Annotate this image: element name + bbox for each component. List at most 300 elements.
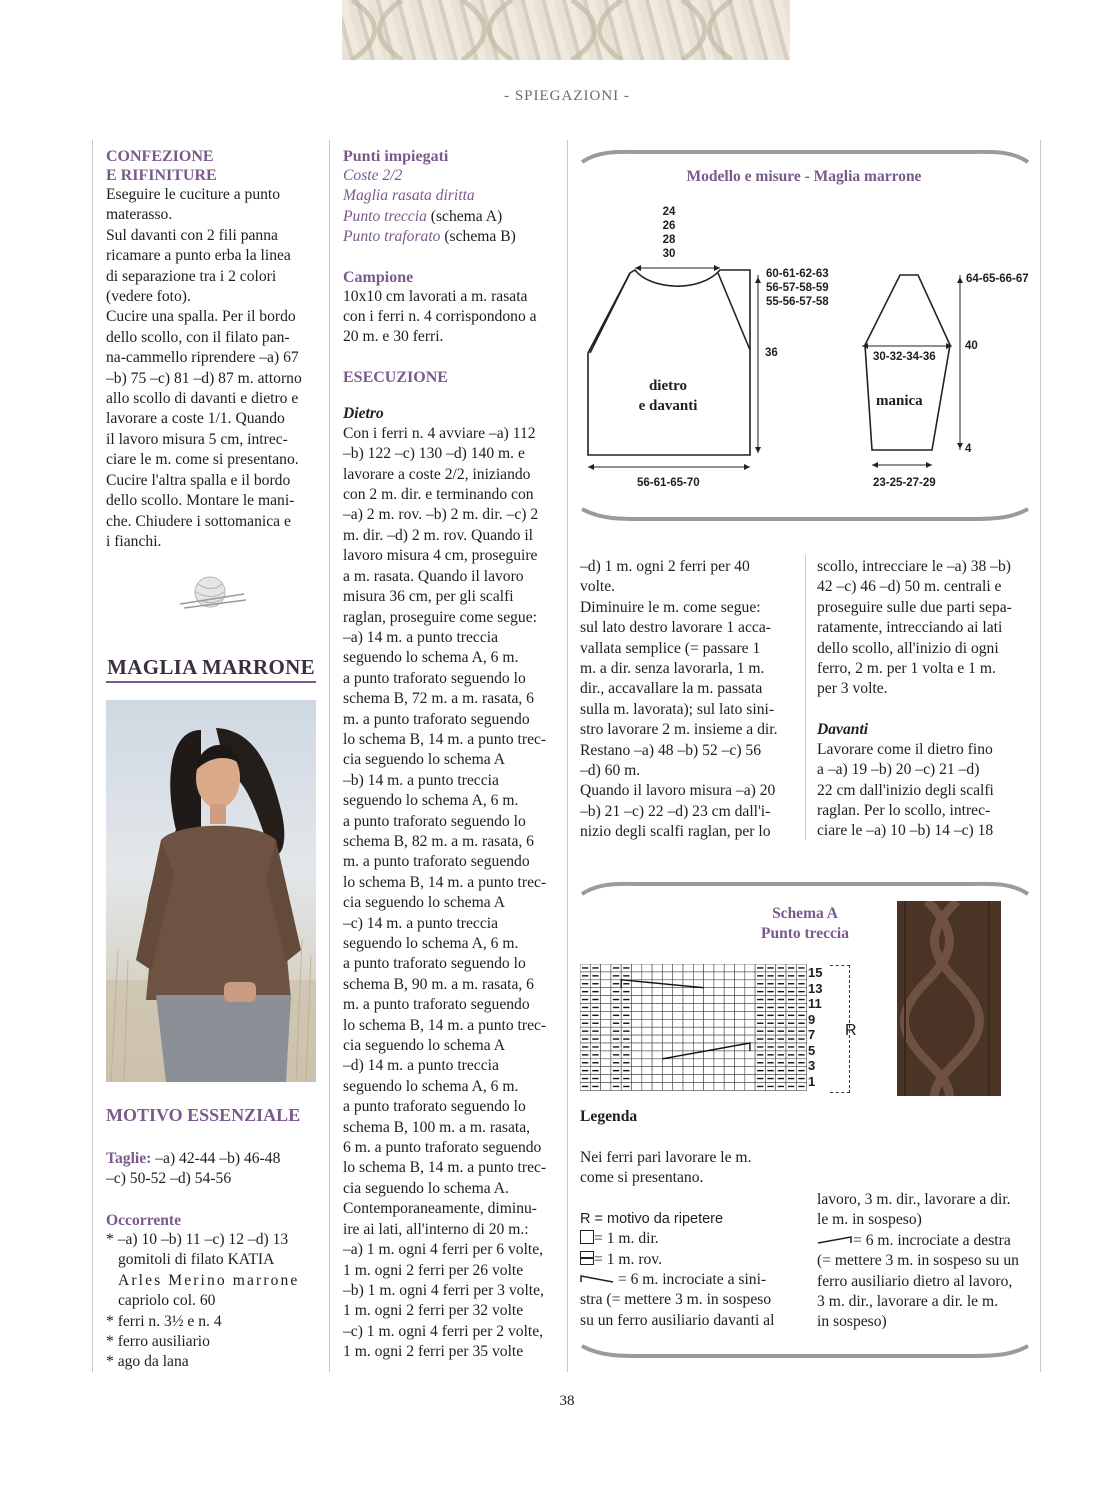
grid-cell: [652, 1083, 662, 1091]
taglie-value: –a) 42-44 –b) 46-48: [151, 1150, 281, 1167]
legenda-title: Legenda: [580, 1108, 638, 1125]
grid-cell: [632, 1043, 642, 1051]
grid-cell: [745, 1067, 755, 1075]
body-width: 56-61-65-70: [637, 477, 700, 489]
diagram-bottom-bracket: [580, 505, 1030, 525]
grid-cell: [724, 980, 734, 988]
section-title: - SPIEGAZIONI -: [504, 88, 630, 104]
column-rule: [92, 140, 93, 1372]
grid-cell: [632, 1075, 642, 1083]
grid-cell: [704, 996, 714, 1004]
text-line: Diminuire le m. come segue:: [580, 598, 761, 616]
punti-name: Punto treccia: [343, 207, 427, 225]
punti-name: Coste 2/2: [343, 167, 403, 184]
grid-cell: [652, 1043, 662, 1051]
occorrente-item: * ago da lana: [106, 1353, 189, 1371]
taglie-line: –c) 50-52 –d) 54-56: [106, 1170, 232, 1188]
repeat-label: R: [845, 1022, 857, 1039]
text-line: 10x10 cm lavorati a m. rasata: [343, 287, 528, 305]
grid-cell: [724, 1051, 734, 1059]
grid-cell: [673, 980, 683, 988]
punti-suffix: (schema A): [426, 207, 503, 225]
header-knit-image: [342, 0, 790, 60]
text-line: –d) 1 m. ogni 2 ferri per 40: [580, 558, 750, 575]
grid-cell: [662, 1011, 672, 1019]
grid-cell: [714, 1011, 724, 1019]
grid-cell: [652, 1035, 662, 1043]
grid-cell: [683, 1027, 693, 1035]
grid-cell: [652, 1027, 662, 1035]
grid-cell: [642, 1059, 652, 1067]
grid-cell: [683, 1035, 693, 1043]
grid-cell: [662, 1004, 672, 1012]
legend-purl-text: = 1 m. rov.: [594, 1250, 662, 1268]
text-line: lo schema B, 14 m. a punto trec-: [343, 1016, 547, 1034]
body-label-line: e davanti: [638, 398, 698, 414]
text-line: Sul davanti con 2 fili panna: [106, 226, 278, 244]
text-line: m. a punto traforato seguendo: [343, 853, 530, 871]
text-line: Lavorare come il dietro fino: [817, 740, 993, 758]
diagram-top-bracket: [580, 146, 1030, 166]
grid-cell: [735, 996, 745, 1004]
text-line: 3 m. dir., lavorare a dir. le m.: [817, 1293, 999, 1311]
grid-cell: [745, 980, 755, 988]
text-line: 42 –c) 46 –d) 50 m. centrali e: [817, 578, 1002, 596]
grid-cell: [673, 1019, 683, 1027]
grid-cell: [745, 996, 755, 1004]
grid-cell: [632, 1027, 642, 1035]
text-line: Eseguire le cuciture a punto: [106, 186, 281, 203]
text-line: sul lato destro lavorare 1 acca-: [580, 619, 771, 637]
grid-cell: [693, 1067, 703, 1075]
text-line: vallata semplice (= passare 1: [580, 639, 761, 657]
grid-cell: [724, 1019, 734, 1027]
grid-cell: [642, 996, 652, 1004]
grid-cell: [704, 1019, 714, 1027]
grid-cell: [683, 996, 693, 1004]
text-line: Cucire l'altra spalla e il bordo: [106, 471, 291, 489]
text-line: lavorare a coste 2/2, iniziando: [343, 465, 531, 483]
text-line: per 3 volte.: [817, 680, 888, 698]
text-line: m. a dir. senza lavorarla, 1 m.: [580, 660, 765, 678]
grid-cell: [601, 980, 611, 988]
text-line: lo schema B, 14 m. a punto trec-: [343, 873, 547, 891]
grid-cell: [683, 1004, 693, 1012]
text-line: –b) 14 m. a punto treccia: [343, 771, 499, 789]
legenda-right: [817, 1190, 1031, 1333]
text-line: ricamare a punto erba la linea: [106, 247, 291, 265]
grid-cell: [642, 1011, 652, 1019]
legenda: [580, 1108, 794, 1331]
grid-cell: [745, 1051, 755, 1059]
sleeve-width: 30-32-34-36: [873, 351, 936, 363]
grid-cell: [693, 1035, 703, 1043]
punti-suffix: (schema B): [440, 228, 516, 246]
grid-cell: [735, 1051, 745, 1059]
grid-cell: [714, 1035, 724, 1043]
grid-cell: [673, 1083, 683, 1091]
legend-cross-left-text: = 6 m. incrociate a sini-: [614, 1271, 767, 1289]
text-line: –d) 14 m. a punto treccia: [343, 1057, 499, 1075]
text-line: –a) 1 m. ogni 4 ferri per 6 volte,: [343, 1241, 544, 1259]
grid-cell: [601, 964, 611, 972]
grid-cell: [724, 1011, 734, 1019]
grid-cell: [662, 972, 672, 980]
row-number: 1: [808, 1073, 816, 1089]
text-line: in sospeso): [817, 1313, 887, 1331]
grid-cell: [673, 1027, 683, 1035]
text-line: seguendo lo schema A, 6 m.: [343, 935, 519, 952]
text-line: –b) 1 m. ogni 4 ferri per 3 volte,: [343, 1281, 544, 1299]
text-line: su un ferro ausiliario davanti al: [580, 1311, 775, 1329]
text-line: –a) 2 m. rov. –b) 2 m. dir. –c) 2: [343, 506, 539, 524]
text-line: schema B, 72 m. a m. rasata, 6: [343, 690, 534, 708]
grid-cell: [652, 1067, 662, 1075]
grid-cell: [652, 1019, 662, 1027]
grid-cell: [724, 1075, 734, 1083]
grid-cell: [601, 1067, 611, 1075]
cable-swatch-photo: [897, 901, 1001, 1096]
grid-cell: [632, 1004, 642, 1012]
schema-title-line: Punto treccia: [761, 925, 849, 942]
grid-cell: [601, 1043, 611, 1051]
row-number: 9: [808, 1011, 816, 1027]
grid-cell: [745, 988, 755, 996]
text-line: cia seguendo lo schema A: [343, 1037, 505, 1055]
column-rule: [329, 140, 330, 1372]
confezione-title-line: E RIFINITURE: [106, 167, 217, 184]
grid-cell: [704, 972, 714, 980]
grid-cell: [632, 1019, 642, 1027]
grid-cell: [683, 964, 693, 972]
grid-cell: [714, 1059, 724, 1067]
occorrente-item: Arles Merino marrone: [118, 1271, 300, 1289]
text-line: schema B, 82 m. a m. rasata, 6: [343, 832, 534, 850]
punti-item: [343, 186, 557, 206]
legend-purl: [580, 1250, 794, 1270]
punti-item: [343, 166, 557, 186]
neck-size: 28: [662, 234, 676, 246]
grid-cell: [683, 1059, 693, 1067]
grid-cell: [662, 1059, 672, 1067]
knit-stitch-icon: [580, 1230, 594, 1244]
title-underline: [106, 681, 316, 683]
confezione-title: [106, 147, 318, 185]
grid-cell: [724, 1004, 734, 1012]
grid-cell: [693, 1004, 703, 1012]
row-number: 7: [808, 1027, 816, 1042]
neck-sizes: [655, 205, 683, 261]
grid-cell: [693, 1011, 703, 1019]
grid-cell: [683, 972, 693, 980]
grid-cell: [735, 980, 745, 988]
grid-cell: [724, 1027, 734, 1035]
text-line: ratamente, intrecciando ai lati: [817, 619, 1003, 637]
grid-cell: [704, 1083, 714, 1091]
schema-grid: [580, 964, 810, 1094]
text-line: –c) 14 m. a punto treccia: [343, 914, 499, 932]
grid-cell: [652, 1075, 662, 1083]
text-line: cia seguendo lo schema A.: [343, 1179, 509, 1197]
grid-cell: [683, 988, 693, 996]
text-line: nizio degli scalfi raglan, per lo: [580, 823, 771, 841]
text-line: volte.: [580, 578, 616, 596]
cuff-width: 23-25-27-29: [873, 477, 936, 489]
grid-cell: [642, 980, 652, 988]
grid-cell: [632, 1067, 642, 1075]
grid-cell: [704, 1035, 714, 1043]
text-line: a punto traforato seguendo lo: [343, 1098, 526, 1116]
grid-cell: [673, 1004, 683, 1012]
grid-cell: [683, 1043, 693, 1051]
text-line: Quando il lavoro misura –a) 20: [580, 782, 776, 800]
grid-cell: [683, 1019, 693, 1027]
text-line: seguendo lo schema A, 6 m.: [343, 1077, 519, 1095]
grid-cell: [693, 964, 703, 972]
cross-right-icon: [817, 1234, 853, 1244]
occorrente-item: gomitoli di filato KATIA: [118, 1251, 275, 1269]
grid-cell: [704, 1075, 714, 1083]
grid-cell: [662, 1019, 672, 1027]
grid-cell: [652, 1004, 662, 1012]
grid-cell: [693, 1027, 703, 1035]
grid-cell: [632, 1083, 642, 1091]
row-numbers: [808, 965, 822, 1089]
grid-cell: [632, 964, 642, 972]
grid-cell: [673, 1035, 683, 1043]
grid-cell: [693, 1043, 703, 1051]
text-line: lo schema B, 14 m. a punto trec-: [343, 1159, 547, 1177]
text-line: –b) 21 –c) 22 –d) 23 cm dall'i-: [580, 802, 771, 820]
grid-cell: [662, 1083, 672, 1091]
grid-cell: [745, 1059, 755, 1067]
grid-cell: [735, 1059, 745, 1067]
grid-cell: [662, 1043, 672, 1051]
grid-cell: [652, 988, 662, 996]
grid-cell: [724, 996, 734, 1004]
text-line: ferro, 2 m. per 1 volta e 1 m.: [817, 660, 996, 678]
schema-bottom-bracket: [580, 1342, 1030, 1362]
text-line: lo schema B, 14 m. a punto trec-: [343, 730, 547, 748]
text-line: scollo, intrecciare le –a) 38 –b): [817, 558, 1011, 575]
column-1: [106, 147, 318, 552]
text-line: i fianchi.: [106, 532, 162, 550]
text-line: 1 m. ogni 2 ferri per 32 volte: [343, 1302, 524, 1320]
grid-cell: [735, 1067, 745, 1075]
grid-cell: [642, 1083, 652, 1091]
occorrente-item: * ferro ausiliario: [106, 1333, 210, 1351]
grid-cell: [714, 1075, 724, 1083]
motivo-title: MOTIVO ESSENZIALE: [106, 1105, 301, 1125]
grid-cell: [714, 988, 724, 996]
column-rule: [567, 140, 568, 1372]
grid-cell: [735, 1035, 745, 1043]
text-line: Cucire una spalla. Per il bordo: [106, 308, 296, 326]
grid-cell: [673, 1075, 683, 1083]
text-line: le m. in sospeso): [817, 1211, 922, 1229]
grid-cell: [735, 1004, 745, 1012]
sleeve-label: manica: [876, 393, 923, 409]
grid-cell: [642, 964, 652, 972]
legend-cross-left: [580, 1270, 794, 1290]
grid-cell: [745, 972, 755, 980]
grid-cell: [683, 1075, 693, 1083]
row-number: 5: [808, 1042, 816, 1058]
text-line: 6 m. a punto traforato seguendo: [343, 1139, 542, 1157]
grid-cell: [632, 996, 642, 1004]
column-rule: [1040, 140, 1041, 1372]
text-line: –a) 14 m. a punto treccia: [343, 628, 499, 646]
grid-cell: [735, 1075, 745, 1083]
grid-cell: [642, 1027, 652, 1035]
neck-size: 26: [662, 220, 676, 232]
column-rule: [805, 555, 806, 840]
text-line: na-cammello riprendere –a) 67: [106, 349, 299, 367]
grid-cell: [673, 996, 683, 1004]
neck-size: 24: [662, 206, 676, 218]
legend-cross-right-text: = 6 m. incrociate a destra: [853, 1231, 1011, 1249]
text-line: stra (= mettere 3 m. in sospeso: [580, 1291, 772, 1309]
grid-cell: [735, 1027, 745, 1035]
text-line: Con i ferri n. 4 avviare –a) 112: [343, 424, 536, 442]
punti-name: Punto traforato: [343, 228, 441, 246]
text-line: con 2 m. dir. e terminando con: [343, 486, 534, 504]
dietro-title: Dietro: [343, 404, 384, 422]
grid-cell: [735, 1019, 745, 1027]
grid-cell: [693, 996, 703, 1004]
text-line: di separazione tra i 2 colori: [106, 267, 277, 285]
grid-cell: [673, 1043, 683, 1051]
row-number: 13: [808, 980, 823, 996]
grid-cell: [632, 1035, 642, 1043]
grid-cell: [673, 1059, 683, 1067]
grid-cell: [724, 1035, 734, 1043]
pattern-diagram: [580, 195, 1030, 500]
grid-cell: [735, 988, 745, 996]
text-line: materasso.: [106, 206, 173, 224]
text-line: il lavoro misura 5 cm, intrec-: [106, 430, 288, 448]
campione-title: Campione: [343, 268, 414, 286]
taglie-label: Taglie:: [106, 1150, 152, 1167]
text-line: proseguire sulle due parti sepa-: [817, 598, 1012, 616]
text-line: ire ai lati, all'interno di 20 m.:: [343, 1220, 529, 1238]
grid-cell: [652, 972, 662, 980]
grid-cell: [601, 1035, 611, 1043]
grid-cell: [745, 1011, 755, 1019]
text-line: a –a) 19 –b) 20 –c) 21 –d): [817, 761, 980, 779]
body-height: 36: [765, 347, 778, 359]
text-line: che. Chiudere i sottomanica e: [106, 512, 291, 530]
confezione-text: [106, 185, 318, 552]
text-line: dir., accavallare la m. passata: [580, 680, 763, 698]
text-line: ferro ausiliario dietro al lavoro,: [817, 1272, 1013, 1290]
grid-cell: [704, 1059, 714, 1067]
grid-cell: [673, 1067, 683, 1075]
text-line: misura 36 cm, per gli scalfi: [343, 588, 514, 606]
grid-cell: [652, 996, 662, 1004]
text-line: schema B, 90 m. a m. rasata, 6: [343, 975, 534, 993]
text-line: seguendo lo schema A, 6 m.: [343, 649, 519, 667]
grid-cell: [714, 1019, 724, 1027]
grid-cell: [745, 1083, 755, 1091]
text-line: –b) 75 –c) 81 –d) 87 m. attorno: [106, 369, 302, 387]
grid-cell: [652, 964, 662, 972]
taglie-line: [106, 1149, 318, 1169]
raglan-sizes: [766, 267, 829, 309]
text-line: lavoro misura 4 cm, proseguire: [343, 547, 538, 565]
grid-cell: [683, 1083, 693, 1091]
punti-item: [343, 207, 557, 227]
column-2: [343, 147, 557, 1363]
text-line: ciare le –a) 10 –b) 14 –c) 18: [817, 822, 994, 840]
grid-cell: [693, 1019, 703, 1027]
text-line: come si presentano.: [580, 1169, 704, 1187]
diagram-title: Modello e misure - Maglia marrone: [686, 168, 922, 185]
grid-cell: [642, 1043, 652, 1051]
grid-cell: [662, 1035, 672, 1043]
grid-cell: [704, 1011, 714, 1019]
taglie-text: [106, 1149, 318, 1190]
grid-cell: [735, 1011, 745, 1019]
text-line: raglan. Per lo scollo, intrec-: [817, 802, 991, 820]
punti-name: Maglia rasata diritta: [343, 187, 475, 205]
purl-stitch-icon: [580, 1251, 594, 1265]
grid-cell: [714, 1051, 724, 1059]
text-line: m. a punto traforato seguendo: [343, 710, 530, 728]
occorrente-title: Occorrente: [106, 1212, 182, 1229]
grid-cell: [714, 1027, 724, 1035]
body-label: [628, 376, 708, 416]
grid-cell: [724, 1083, 734, 1091]
grid-cell: [724, 964, 734, 972]
grid-cell: [642, 1019, 652, 1027]
grid-cell: [704, 1051, 714, 1059]
cuff-height: 4: [965, 443, 972, 455]
text-line: –c) 1 m. ogni 4 ferri per 2 volte,: [343, 1322, 544, 1340]
body-label-line: dietro: [648, 378, 688, 394]
model-photo: [106, 700, 316, 1082]
page-number: 38: [559, 1393, 575, 1409]
row-number: 15: [808, 965, 823, 980]
text-line: 22 cm dall'inizio degli scalfi: [817, 781, 994, 799]
occorrente-block: [106, 1211, 318, 1373]
grid-cell: [704, 1067, 714, 1075]
legend-knit: [580, 1229, 794, 1249]
cross-left-icon: [580, 1273, 614, 1283]
neck-size: 30: [662, 248, 676, 260]
text-line: dello scollo, con il filato pan-: [106, 328, 290, 346]
grid-cell: [632, 1051, 642, 1059]
grid-cell: [601, 1075, 611, 1083]
grid-cell: [745, 964, 755, 972]
grid-cell: [601, 1011, 611, 1019]
grid-cell: [704, 988, 714, 996]
grid-cell: [673, 964, 683, 972]
grid-cell: [693, 1059, 703, 1067]
grid-cell: [724, 1067, 734, 1075]
yarn-ball-icon: [176, 572, 248, 612]
text-line: cia seguendo lo schema A: [343, 894, 505, 912]
grid-cell: [693, 1083, 703, 1091]
legend-repeat: R = motivo da ripetere: [580, 1210, 724, 1227]
grid-cell: [735, 972, 745, 980]
text-line: dello scollo. Montare le mani-: [106, 492, 295, 510]
grid-cell: [693, 988, 703, 996]
text-line: (= mettere 3 m. in sospeso su un: [817, 1252, 1019, 1270]
grid-cell: [745, 1027, 755, 1035]
grid-cell: [714, 1004, 724, 1012]
grid-cell: [662, 988, 672, 996]
